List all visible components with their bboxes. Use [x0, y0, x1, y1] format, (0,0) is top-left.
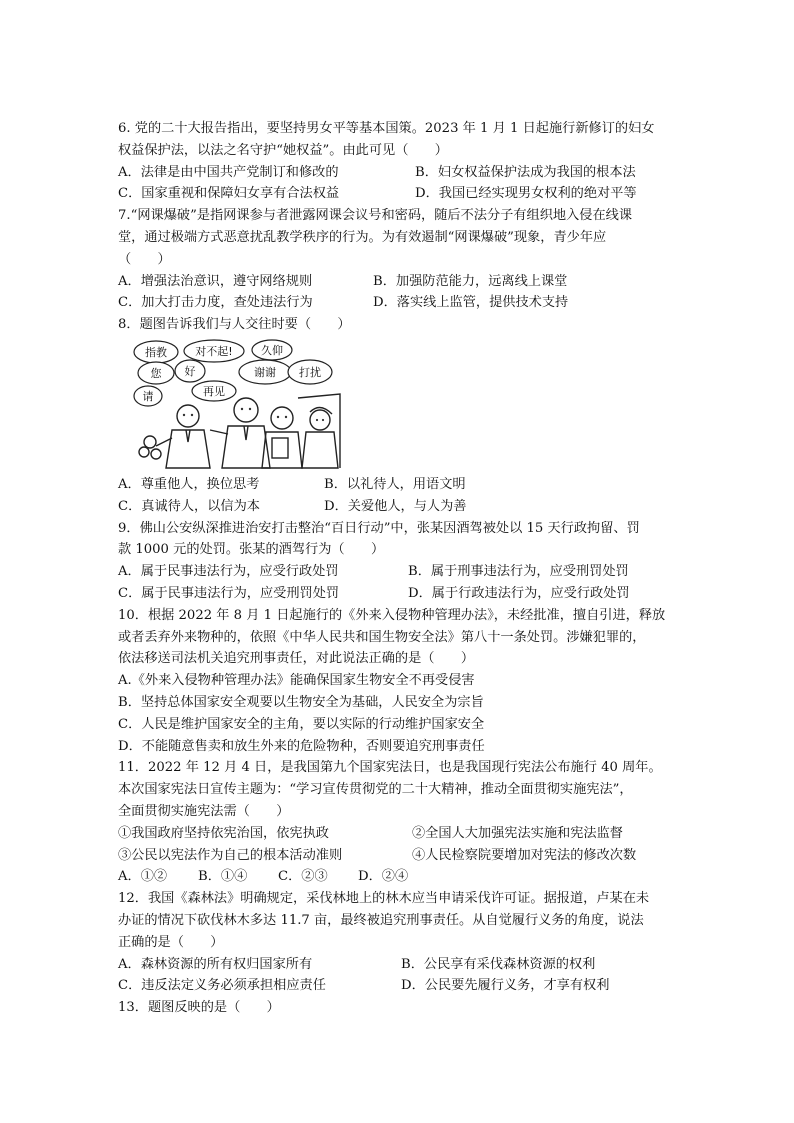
bubble-text-1: 对不起!: [195, 344, 233, 358]
q9-stem-line2: 款 1000 元的处罚。张某的酒驾行为（ ）: [118, 542, 385, 558]
q12-option-b: B．公民享有采伐森林资源的权利: [401, 956, 596, 972]
q9-option-c: C．属于民事违法行为，应受刑罚处罚: [118, 585, 340, 601]
q11-stem-line2: 本次国家宪法日宣传主题为：“学习宣传贯彻党的二十大精神，推动全面贯彻实施宪法”，: [118, 782, 633, 798]
q11-statements-row2: [118, 845, 678, 867]
q11-statement-1: ①我国政府坚持依宪治国，依宪执政: [118, 825, 329, 841]
q8-stem: 8．题图告诉我们与人交往时要（ ）: [118, 317, 351, 333]
q7-stem-line3: （ ）: [118, 251, 171, 267]
q11-stem-line3: 全面贯彻实施宪法需（ ）: [118, 803, 290, 819]
q11-options-row: [118, 866, 678, 888]
q6-options-row2: [118, 183, 678, 205]
q10-stem-line3: 依法移送司法机关追究刑事责任，对此说法正确的是（ ）: [118, 651, 475, 667]
bubble-text-7: 再见: [203, 384, 225, 398]
q9-stem-line1: 9．佛山公安纵深推进治安打击整治“百日行动”中，张某因酒驾被处以 15 天行政拘留、罚: [118, 520, 640, 536]
q9-option-b: B．属于刑事违法行为，应受刑罚处罚: [408, 564, 629, 580]
q10-option-b: B．坚持总体国家安全观要以生物安全为基础，人民安全为宗旨: [118, 694, 484, 710]
bubble-text-8: 请: [142, 389, 154, 403]
q11-option-d: D．②④: [358, 869, 409, 885]
person1-head: [177, 405, 199, 427]
person2-arm: [210, 430, 228, 434]
q11-statement-2: ②全国人大加强宪法实施和宪法监督: [412, 825, 623, 841]
bubble-text-3: 您: [150, 366, 162, 380]
q11-stem-line1: 11．2022 年 12 月 4 日，是我国第九个国家宪法日，也是我国现行宪法公布施行 40 周年。: [118, 760, 662, 776]
q12-options-row2: [118, 975, 678, 997]
bubble-text-5: 谢谢: [254, 365, 276, 379]
q7-option-a: A．增强法治意识，遵守网络规则: [118, 273, 313, 289]
person4-body: [302, 432, 338, 468]
q10-option-c: C．人民是维护国家安全的主角，要以实际的行动维护国家安全: [118, 716, 485, 732]
q10-option-a: A.《外来入侵物种管理办法》能确保国家生物安全不再受侵害: [118, 673, 475, 689]
q6-options-row1: [118, 162, 678, 184]
person1-body: [166, 430, 210, 468]
q9-options-row1: [118, 561, 678, 583]
q7-option-d: D．落实线上监管，提供技术支持: [373, 295, 569, 311]
q12-stem-line1: 12．我国《森林法》明确规定，采伐林地上的林木应当申请采伐许可证。据报道，卢某在未: [118, 891, 650, 907]
flower-3: [151, 449, 161, 459]
q11-statement-4: ④人民检察院要增加对宪法的修改次数: [412, 847, 637, 863]
frame-line: [298, 394, 340, 468]
person1-tie: [186, 430, 190, 442]
q13-stem: 13．题图反映的是（ ）: [118, 1000, 280, 1016]
paper: [272, 438, 288, 458]
q12-stem-line2: 办证的情况下砍伐林木多达 11.7 亩，最终被追究刑事责任。从自觉履行义务的角度，说法: [118, 912, 644, 928]
flower-1: [144, 436, 156, 448]
exam-page: [118, 118, 678, 1019]
bubble-text-0: 指教: [145, 345, 167, 359]
q8-cartoon-illustration: [126, 338, 346, 470]
q7-option-c: C．加大打击力度，查处违法行为: [118, 295, 313, 311]
q11-option-c: C．②③: [278, 869, 328, 885]
q12-option-d: D．公民要先履行义务，才享有权利: [401, 978, 610, 994]
flower-2: [139, 447, 149, 457]
q8-option-d: D．关爱他人，与人为善: [324, 498, 467, 514]
q7-stem-line2: 堂，通过极端方式恶意扰乱教学秩序的行为。为有效遏制“网课爆破”现象，青少年应: [118, 229, 607, 245]
q12-option-c: C．违反法定义务必须承担相应责任: [118, 978, 326, 994]
q12-options-row1: [118, 954, 678, 976]
q11-statement-3: ③公民以宪法作为自己的根本活动准则: [118, 847, 343, 863]
bubble-text-6: 打扰: [299, 365, 321, 379]
q9-options-row2: [118, 583, 678, 605]
q10-stem-line2: 或者丢弃外来物种的，依照《中华人民共和国生物安全法》第八十一条处罚。涉嫌犯罪的，: [118, 629, 646, 645]
q9-option-a: A．属于民事违法行为，应受行政处罚: [118, 564, 339, 580]
q8-options-row1: [118, 474, 678, 496]
q6-option-b: B．妇女权益保护法成为我国的根本法: [415, 164, 636, 180]
q8-options-row2: [118, 496, 678, 518]
person4-head: [310, 410, 330, 430]
q12-option-a: A．森林资源的所有权归国家所有: [118, 956, 313, 972]
q8-option-b: B．以礼待人，用语文明: [324, 476, 466, 492]
q11-statements-row1: [118, 823, 678, 845]
person2-tie: [244, 426, 248, 440]
q12-stem-line3: 正确的是（ ）: [118, 934, 224, 950]
q10-stem-line1: 10．根据 2022 年 8 月 1 日起施行的《外来入侵物种管理办法》，未经批准，擅自引进，释放: [118, 607, 666, 623]
q7-options-row1: [118, 271, 678, 293]
q6-option-a: A．法律是由中国共产党制订和修改的: [118, 164, 339, 180]
cartoon-svg: [126, 338, 346, 470]
q6-stem-line2: 权益保护法，以法之名守护“她权益”。由此可见（ ）: [118, 142, 448, 158]
q10-option-d: D．不能随意售卖和放生外来的危险物种，否则要追究刑事责任: [118, 738, 485, 754]
person3-head: [271, 407, 293, 429]
q7-options-row2: [118, 292, 678, 314]
q7-option-b: B．加强防范能力，远离线上课堂: [373, 273, 568, 289]
bubble-text-2: 久仰: [261, 343, 283, 357]
q7-stem-line1: 7.“网课爆破”是指网课参与者泄露网课会议号和密码，随后不法分子有组织地入侵在线课: [118, 208, 632, 224]
q9-option-d: D．属于行政违法行为，应受行政处罚: [408, 585, 630, 601]
q11-option-b: B．①④: [198, 869, 248, 885]
person2-head: [234, 398, 258, 422]
q8-option-c: C．真诚待人，以信为本: [118, 498, 260, 514]
q6-option-d: D．我国已经实现男女权利的绝对平等: [415, 186, 637, 202]
bubble-text-4: 好: [184, 364, 196, 378]
q11-option-a: A．①②: [118, 869, 168, 885]
q6-stem-line1: 6. 党的二十大报告指出，要坚持男女平等基本国策。2023 年 1 月 1 日起施行新修订的妇女: [118, 121, 655, 136]
q8-option-a: A．尊重他人，换位思考: [118, 476, 260, 492]
q6-option-c: C．国家重视和保障妇女享有合法权益: [118, 186, 340, 202]
